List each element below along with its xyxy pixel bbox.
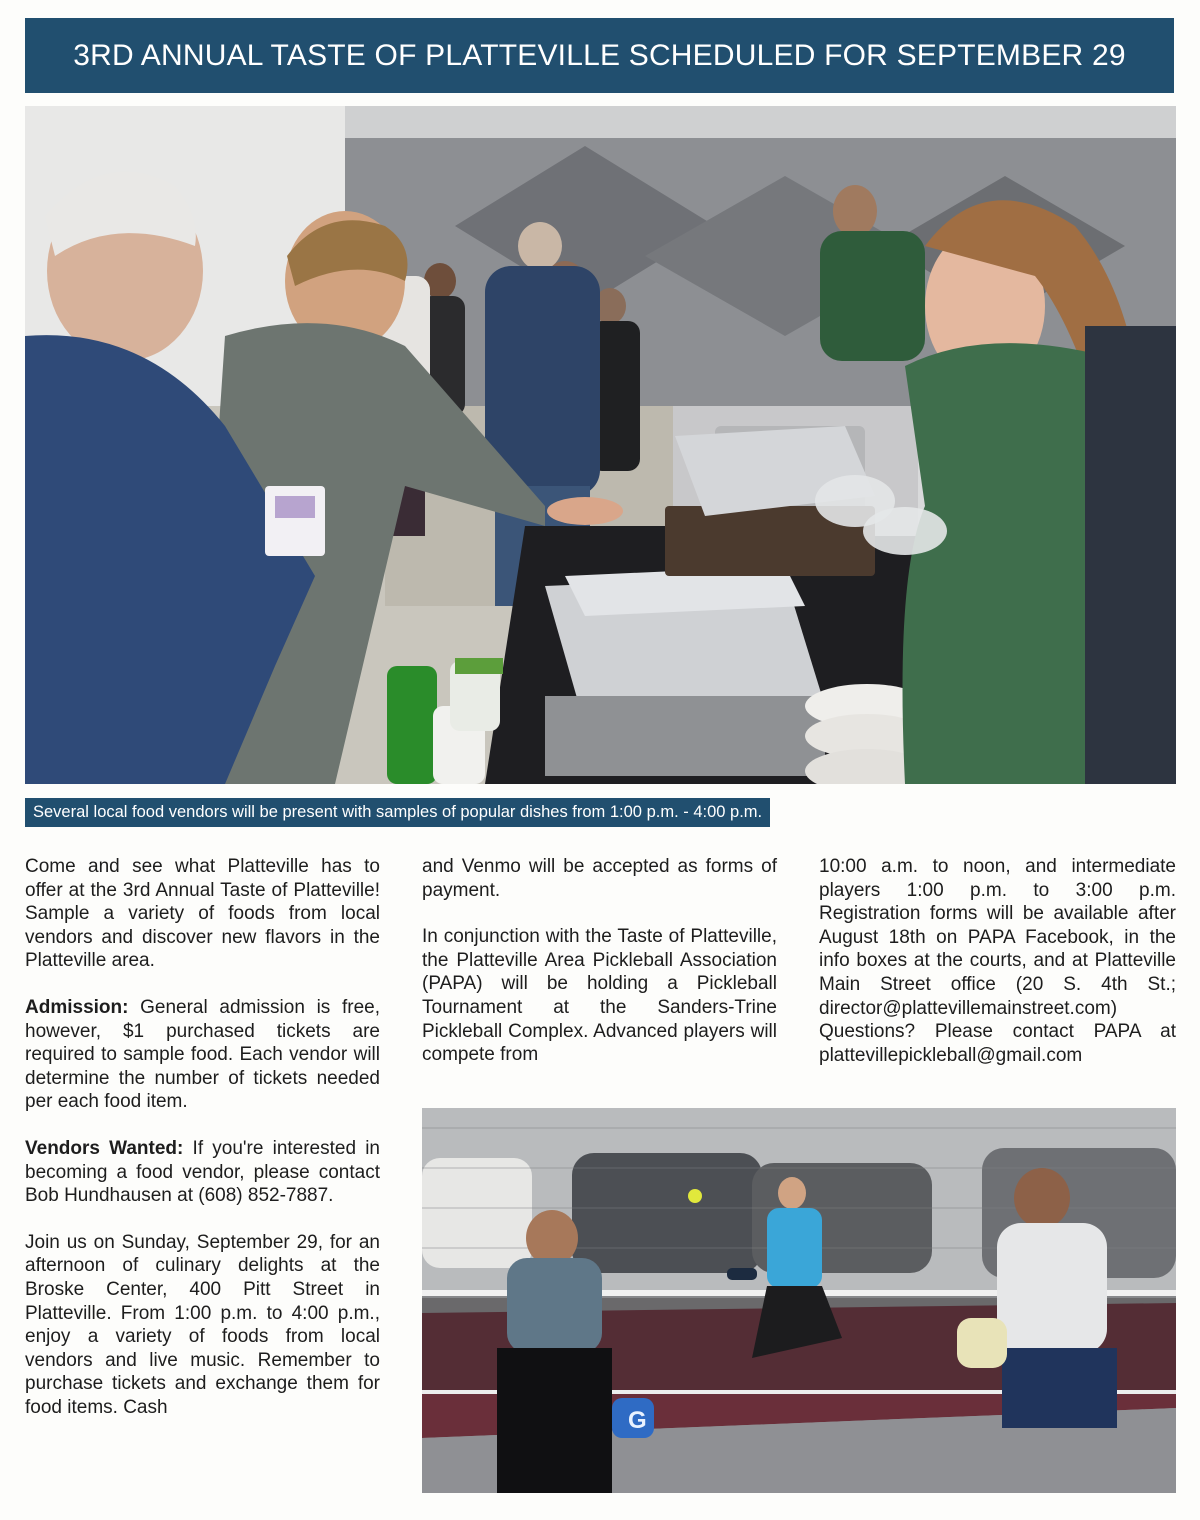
join-paragraph: Join us on Sunday, September 29, for an afternoon of culinary delights at the Broske Center, 400 Pitt Street in Platteville. From 1:00 p.m. to 4:00 p.m., enjoy a variety of foods from local vendors and live music. Remember to purchase tickets and exchange them for food items. Cash xyxy=(25,1231,380,1418)
vendors-paragraph xyxy=(25,1137,380,1208)
food-vendors-photo xyxy=(25,106,1176,784)
vendors-label: Vendors Wanted: xyxy=(25,1137,184,1159)
admission-text: General admission is free, however, $1 purchased tickets are required to sample food. Each vendor will determine the number of tickets needed per each food item. xyxy=(25,996,380,1113)
paddle-mark: G xyxy=(628,1407,647,1434)
vendors-text: If you're interested in becoming a food vendor, please contact Bob Hundhausen at (608) 852-7887. xyxy=(25,1137,380,1207)
payment-paragraph: and Venmo will be accepted as forms of payment. xyxy=(422,856,777,901)
photo-caption: Several local food vendors will be present with samples of popular dishes from 1:00 p.m. - 4:00 p.m. xyxy=(25,798,770,827)
article-column-3 xyxy=(819,855,1176,1090)
admission-paragraph xyxy=(25,996,380,1114)
intro-paragraph: Come and see what Platteville has to offer at the 3rd Annual Taste of Platteville! Sample a variety of foods from local vendors and discover new flavors in the Platteville area. xyxy=(25,856,380,972)
article-column-1 xyxy=(25,855,380,1442)
pickleball-photo xyxy=(422,1108,1176,1493)
pickleball-paragraph: In conjunction with the Taste of Platteville, the Platteville Area Pickleball Association (PAPA) will be holding a Pickleball Tournament at the Sanders-Trine Pickleball Complex. Advanced players will compete from xyxy=(422,926,777,1066)
admission-label: Admission: xyxy=(25,996,129,1018)
article-column-2 xyxy=(422,855,777,1090)
schedule-paragraph: 10:00 a.m. to noon, and intermediate players 1:00 p.m. to 3:00 p.m. Registration forms will be available after August 18th on PAPA Facebook, in the info boxes at the courts, and at Platteville Main Street office (20 S. 4th St.; director@plattevillemainstreet.com) Questions? Please contact PAPA at plattevillepickleball@gmail.com xyxy=(819,856,1176,1066)
page-title: 3RD ANNUAL TASTE OF PLATTEVILLE SCHEDULED FOR SEPTEMBER 29 xyxy=(25,18,1174,93)
